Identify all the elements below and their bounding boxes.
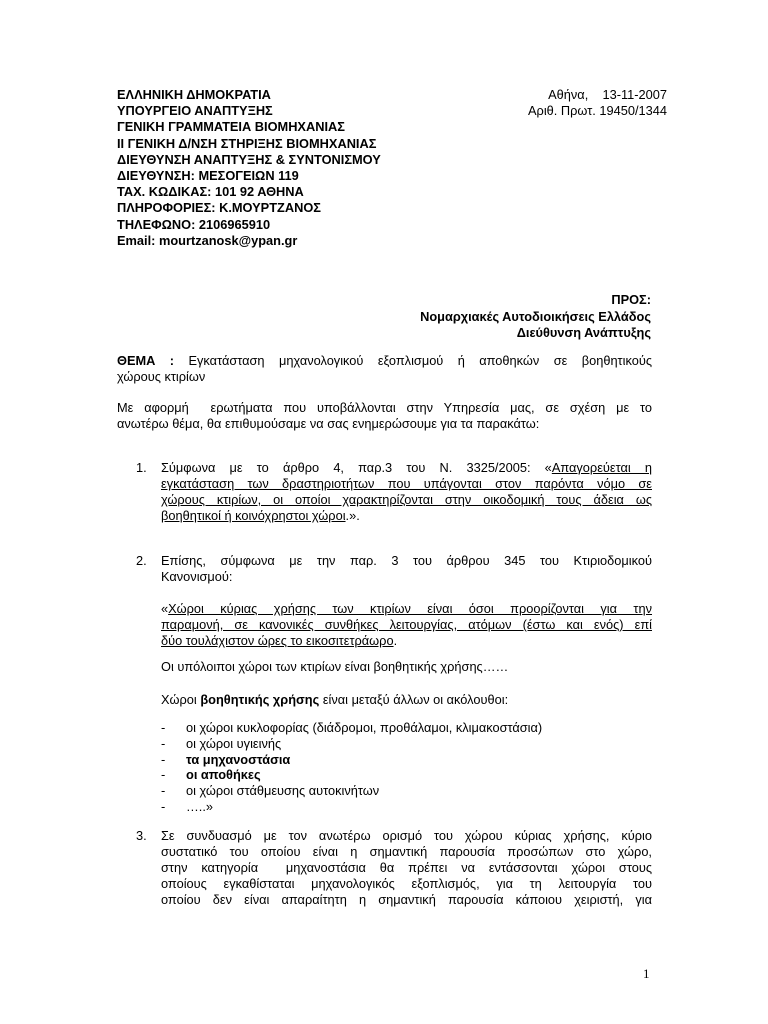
aux-bold: βοηθητικής χρήσης [200,692,320,707]
item-line: Σε συνδυασμό με τον ανωτέρω ορισμό του χώρου κύριας χρήσης, κύριο [161,828,652,843]
dash-marker: - [161,751,166,767]
item-line: Κανονισμού: [161,569,233,584]
document-meta [528,87,667,119]
list-item-text: …..» [186,798,214,814]
recipient-line: Νομαρχιακές Αυτοδιοικήσεις Ελλάδος [420,308,651,324]
item-text: .». [345,508,360,523]
intro-paragraph [117,400,652,432]
quote-line [161,633,652,649]
quote-line [161,601,652,617]
header-line: ΔΙΕΥΘΥΝΣΗ ΑΝΑΠΤΥΞΗΣ & ΣΥΝΤΟΝΙΣΜΟΥ [117,151,381,167]
aux-pre: Χώροι [161,692,201,707]
item-body [161,460,652,524]
list-item-text: οι χώροι στάθμευσης αυτοκινήτων [186,783,380,799]
item-line: εγκατάσταση των δραστηριοτήτων που υπάγονται στον παρόντα νόμο σε [161,476,652,491]
intro-line: Με αφορμή ερωτήματα που υποβάλλονται στην Υπηρεσία μας, σε σχέση με το [117,400,652,415]
item-body [161,553,652,585]
item-line: οποίου δεν είναι απαραίτητη η σημαντική παρουσία κάποιου χειριστή, για [161,892,652,907]
item-number: 3. [136,828,147,843]
item-line [161,460,652,476]
quote-line: παραμονή, σε κανονικές συνθήκες λειτουργίας, ατόμων (έστω και ενός) επί [161,617,652,632]
item-line: στην κατηγορία μηχανοστάσια θα πρέπει να εντάσσονται χώροι στους [161,860,652,875]
item-number: 2. [136,553,147,568]
item-underlined: βοηθητικοί ή κοινόχρηστοι χώροι [161,508,346,523]
quote-end: . [393,633,398,648]
intro-line: ανωτέρω θέμα, θα επιθυμούσαμε να σας ενημερώσουμε για τα παρακάτω: [117,416,540,431]
item-line [161,508,652,524]
subject-label: ΘΕΜΑ : [117,353,175,368]
header-line: ΠΛΗΡΟΦΟΡΙΕΣ: Κ.ΜΟΥΡΤΖΑΝΟΣ [117,200,321,216]
header-line: ΤΑΧ. ΚΩΔΙΚΑΣ: 101 92 ΑΘΗΝΑ [117,184,304,200]
dash-marker: - [161,783,166,799]
protocol-number: Αριθ. Πρωτ. 19450/1344 [528,103,667,119]
page-number: 1 [643,966,650,981]
subject-line [117,353,652,369]
dash-marker: - [161,720,166,735]
item-line: χώρους κτιρίων, οι οποίοι χαρακτηρίζονται στην οικοδομική τους άδεια ως [161,492,652,507]
quote-underlined: Χώροι κύριας χρήσης των κτιρίων είναι όσοι προορίζονται για την [168,601,652,616]
recipient-line: Διεύθυνση Ανάπτυξης [516,325,651,340]
quote-open: « [161,601,169,616]
item-underlined: Απαγορεύεται η [551,460,653,475]
list-item-text: οι χώροι υγιεινής [186,735,282,751]
header-line: ΤΗΛΕΦΩΝΟ: 2106965910 [117,216,271,232]
list-item-text: οι χώροι κυκλοφορίας (διάδρομοι, προθάλαμοι, κλιμακοστάσια) [186,720,543,735]
dash-marker: - [161,767,166,783]
subject-line: χώρους κτιρίων [117,369,206,384]
aux-intro [161,692,652,708]
item-line: οποίους εγκαθίσταται μηχανολογικός εξοπλισμός, για τη λειτουργία του [161,876,652,891]
item-text: Σύμφωνα με το άρθρο 4, παρ.3 του Ν. 3325/2005: « [161,460,552,475]
dash-marker: - [161,798,166,814]
quote-underlined: δύο τουλάχιστον ώρες το εικοσιτετράωρο [161,633,394,648]
aux-post: είναι μεταξύ άλλων οι ακόλουθοι: [319,692,509,707]
header-line: ΙΙ ΓΕΝΙΚΗ Δ/ΝΣΗ ΣΤΗΡΙΞΗΣ ΒΙΟΜΗΧΑΝΙΑΣ [117,135,377,151]
item-body [161,828,652,908]
header-line: ΥΠΟΥΡΓΕΙΟ ΑΝΑΠΤΥΞΗΣ [117,103,273,119]
header-line: ΓΕΝΙΚΗ ΓΡΑΜΜΑΤΕΙΑ ΒΙΟΜΗΧΑΝΙΑΣ [117,119,345,135]
header-line: ΕΛΛΗΝΙΚΗ ΔΗΜΟΚΡΑΤΙΑ [117,87,271,102]
list-item-text: τα μηχανοστάσια [186,751,291,767]
item-line: συστατικό του οποίου είναι η σημαντική παρουσία προσώπων στο χώρο, [161,844,652,859]
item-line: Επίσης, σύμφωνα με την παρ. 3 του άρθρου 345 του Κτιριοδομικού [161,553,652,568]
sender-header [117,87,381,249]
subject-text: Εγκατάσταση μηχανολογικού εξοπλισμού ή αποθηκών σε βοηθητικούς [188,353,652,368]
definition-quote [161,601,652,649]
dash-marker: - [161,735,166,751]
header-line: ΔΙΕΥΘΥΝΣΗ: ΜΕΣΟΓΕΙΩΝ 119 [117,167,299,183]
subject-block [117,353,652,385]
recipient-label: ΠΡΟΣ: [611,292,651,307]
rest-text: Οι υπόλοιποι χώροι των κτιρίων είναι βοηθητικής χρήσης…… [161,659,509,674]
header-email: Email: mourtzanosk@ypan.gr [117,232,298,248]
list-item-text: οι αποθήκες [186,767,261,783]
place-date: Αθήνα, 13-11-2007 [548,87,667,102]
item-number: 1. [136,460,147,475]
recipient-block [420,292,651,342]
